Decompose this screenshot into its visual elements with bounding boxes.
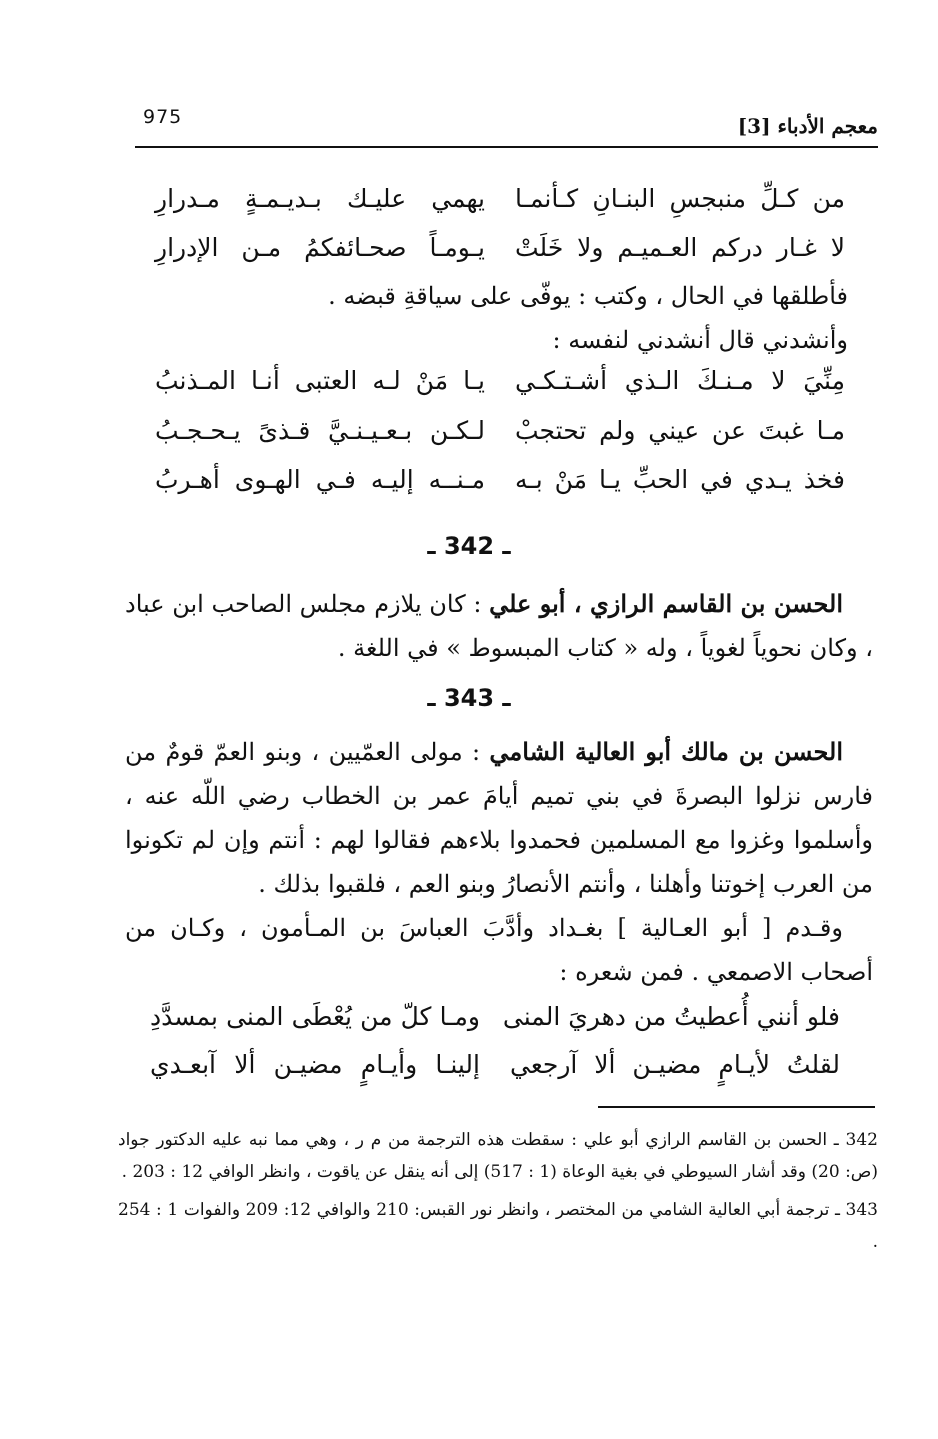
- entry-body: : كان يلازم مجلس الصاحب ابن عباد ، وكان نحوياً لغوياً ، وله « كتاب المبسوط » في اللغة .: [125, 590, 873, 662]
- footnotes: [118, 1124, 878, 1264]
- verse-line: [155, 178, 845, 226]
- verse-hemistich-right: فلو أنني أُعطيتُ من دهريَ المنى: [502, 1002, 840, 1031]
- paragraph: وقـدم [ أبو العـالية ] بغـداد وأدَّبَ العباسَ بن المـأمون ، وكـان من أصحاب الاصمعي . فمن شعره :: [125, 914, 873, 986]
- entry-number: ـ 342 ـ: [427, 532, 511, 560]
- paragraph: فأطلقها في الحال ، وكتب : يوفّى على سياقةِ قبضه .: [328, 282, 848, 310]
- verse-hemistich-left: لـكـن بـعـيـنـيَّ قـذىً يـحـجـبُ: [155, 416, 485, 445]
- narrative-text: [150, 274, 848, 362]
- entry-342-text: [125, 582, 873, 670]
- entry-name: الحسن بن القاسم الرازي ، أبو علي: [489, 589, 843, 618]
- verse-hemistich-left: إلينـا وأيـامٍ مضيـن ألا آبعـدي: [150, 1050, 480, 1079]
- page-number: 975: [143, 106, 183, 128]
- footnote: 343 ـ ترجمة أبي العالية الشامي من المختصر ، وانظر نور القبس: 210 والوافي 12: 209 والفوات 1 : 254 .: [118, 1200, 878, 1252]
- entry-343-text: [125, 730, 873, 994]
- page-header: [135, 104, 878, 148]
- verse-line: [155, 410, 845, 458]
- entry-number: ـ 343 ـ: [427, 684, 511, 712]
- verse-hemistich-right: مِنِّيَ لا مـنـكَ الـذي أشـتـكـي: [515, 366, 845, 395]
- verse-line: [155, 360, 845, 408]
- verse-line: [155, 459, 845, 507]
- verse-hemistich-left: يـا مَنْ لـه العتبى أنـا المـذنبُ: [155, 366, 485, 395]
- entry-name: الحسن بن مالك أبو العالية الشامي: [489, 737, 843, 766]
- paragraph: [125, 730, 873, 906]
- verse-hemistich-left: يهمي عليـك بـديـمـةٍ مـدرارِ: [155, 184, 485, 213]
- verse-line: [155, 227, 845, 275]
- verse-hemistich-right: فخذ يـدي في الحبِّ يـا مَنْ بـه: [515, 465, 845, 494]
- paragraph: وأنشدني قال أنشدني لنفسه :: [552, 326, 848, 354]
- footnote: 342 ـ الحسن بن القاسم الرازي أبو علي : سقطت هذه الترجمة من م ر ، وهي مما نبه عليه الدكتور جواد (ص: 20) وقد أشار السيوطي في بغية الوعاة (1 : 517) إلى أنه ينقل عن ياقوت ، وانظر الوافي 12 : 203 .: [118, 1130, 878, 1182]
- verse-hemistich-right: لا غـار دركم العـميـم ولا خَلَتْ: [515, 233, 845, 262]
- footnote-rule: [598, 1106, 875, 1108]
- verse-hemistich-right: لقلتُ لأيـامٍ مضيـن ألا آرجعي: [510, 1050, 840, 1079]
- verse-hemistich-right: مـا غبتَ عن عيني ولم تحتجبْ: [515, 416, 845, 445]
- verse-line: [150, 1044, 840, 1092]
- verse-hemistich-left: مـنــه إليـه فـي الهـوى أهـربُ: [155, 465, 485, 494]
- verse-hemistich-left: ومـا كلّ من يُعْطَى المنى بمسدَّدِ: [150, 1002, 480, 1031]
- header-rule: [135, 146, 878, 148]
- verse-hemistich-left: يـومـاً صحـائفكمُ مـن الإدرارِ: [155, 233, 485, 262]
- verse-line: [150, 996, 840, 1044]
- verse-hemistich-right: من كـلِّ منبجسِ البنـانِ كـأنمـا: [515, 184, 845, 213]
- running-title: معجم الأدباء [3]: [737, 114, 878, 138]
- entry-body: : مولى العمّيين ، وبنو العمّ قومٌ من فارس نزلوا البصرةَ في بني تميم أيامَ عمر بن الخطاب رضي اللّه عنه ، وأسلموا وغزوا مع المسلمين فحمدوا بلاءهم فقالوا لهم : أنتم وإن لم تكونوا من العرب إخوتنا وأهلنا ، وأنتم الأنصارُ وبنو العم ، فلقبوا بذلك .: [125, 738, 873, 898]
- paragraph: [125, 582, 873, 670]
